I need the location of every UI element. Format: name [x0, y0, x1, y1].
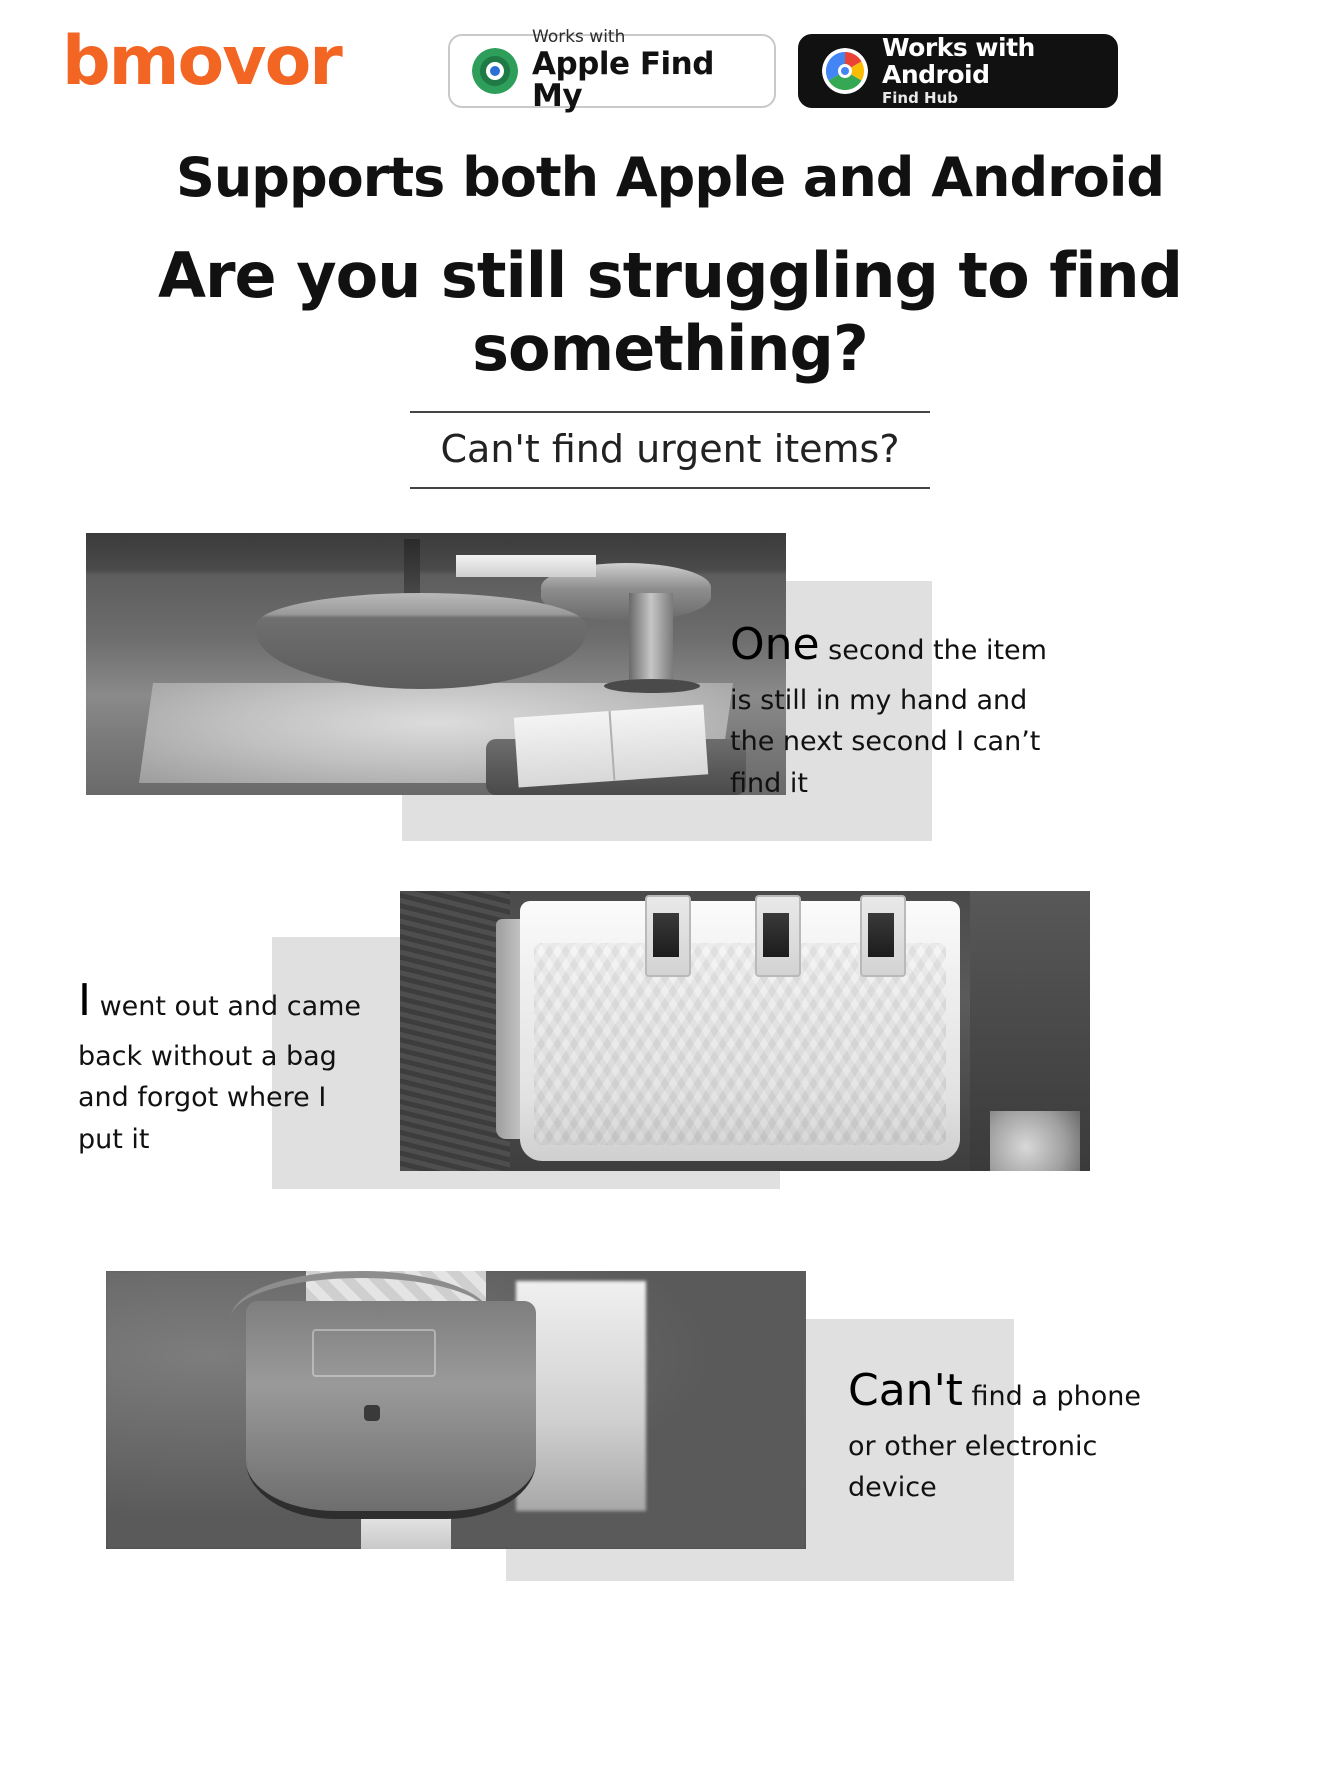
caption-two-lead: I	[78, 975, 91, 1027]
caption-three-lead: Can't	[848, 1365, 963, 1417]
bag-clasp-shape	[364, 1405, 380, 1421]
badge-android-find-hub	[798, 34, 1118, 108]
section-one	[0, 533, 1340, 891]
section-three	[0, 1271, 1340, 1621]
badge-android-main: Works with Android	[882, 33, 1035, 89]
bag-buckle-left	[653, 913, 679, 957]
google-find-hub-icon	[822, 48, 868, 94]
page-title: Are you still struggling to find something?	[158, 239, 1182, 386]
badge-android-sub: Find Hub	[882, 88, 958, 107]
fur-accent-shape	[990, 1111, 1080, 1171]
badge-android-text	[882, 35, 1094, 106]
subtitle-rule-box	[410, 411, 930, 489]
page-subtitle: Can't find urgent items?	[440, 427, 900, 472]
supports-line: Supports both Apple and Android	[175, 146, 1165, 209]
badge-apple-main: Apple Find My	[532, 45, 714, 115]
sections-list	[0, 533, 1340, 1621]
white-handbag-photo	[400, 891, 1090, 1171]
caption-two	[78, 967, 378, 1161]
living-room-coffee-table-photo	[86, 533, 786, 795]
bag-buckle-middle	[763, 913, 789, 957]
bottle-shape	[404, 539, 420, 601]
page-header	[0, 0, 1340, 140]
bag-buckle-right	[868, 913, 894, 957]
chair-shape	[400, 891, 510, 1171]
caption-one	[730, 611, 1050, 805]
caption-two-rest: went out and came back without a bag and forgot where I put it	[78, 991, 362, 1156]
shoulder-bag-body-shape	[246, 1301, 536, 1519]
badge-apple-sub: Works with	[532, 27, 626, 48]
section-two	[0, 891, 1340, 1271]
caption-three	[848, 1357, 1148, 1509]
caption-one-rest: second the item is still in my hand and the next second I can’t find it	[730, 635, 1047, 800]
apple-find-my-icon	[472, 48, 518, 94]
caption-one-lead: One	[730, 619, 820, 671]
open-magazine-shape	[514, 705, 708, 788]
coffee-table-shape	[256, 593, 586, 689]
book-stack-shape	[456, 555, 596, 577]
shoulder-bag-photo	[106, 1271, 806, 1549]
table-leg-shape	[629, 593, 673, 683]
badge-apple-text	[532, 29, 752, 113]
compatibility-badges	[448, 27, 1118, 115]
caption-three-rest: find a phone or other electronic device	[848, 1381, 1141, 1504]
badge-apple-find-my	[448, 27, 776, 115]
brand-logo: bmovor	[62, 22, 341, 101]
bag-flap-stitching	[312, 1329, 436, 1377]
